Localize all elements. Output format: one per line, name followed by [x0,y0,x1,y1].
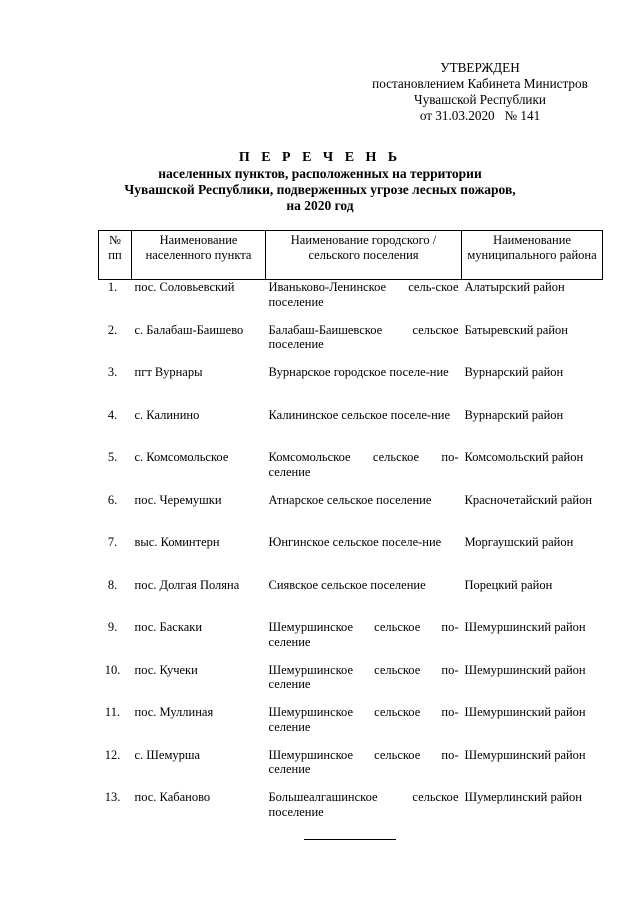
locality-cell: пос. Кучеки [134,662,198,677]
district-cell: Красночетайский район [464,492,593,507]
header-district: Наименование муниципального района [462,231,603,280]
district-cell: Шумерлинский район [464,790,582,804]
district-cell: Вурнарский район [464,407,564,422]
header-number: № пп [99,231,132,280]
settlement-cell: Атнарское сельское поселение [268,492,432,507]
locality-cell: пос. Баскаки [134,620,203,634]
locality-cell: с. Шемурша [134,747,201,762]
district-cell: Батыревский район [464,322,568,337]
closing-line [304,839,396,840]
locality-cell: с. Калинино [134,407,200,422]
locality-cell: пос. Долгая Поляна [134,577,240,592]
table-row [99,790,603,833]
district-cell: Шемуршинский район [464,705,586,719]
district-cell: Вурнарский район [464,365,564,379]
settlement-cell: Калининское сельское поселе-ние [268,407,451,422]
settlement-cell: Балабаш-Баишевское сельское поселение [268,322,459,351]
district-cell: Шемуршинский район [464,620,586,634]
table-row [99,493,603,536]
approval-title: УТВЕРЖДЕН [440,60,520,75]
document-title [110,150,530,214]
locality-cell: пос. Черемушки [134,492,222,507]
table-row [99,535,603,578]
settlement-cell: Иваньково-Ленинское сель-ское поселение [268,280,459,309]
row-number: 11. [104,705,121,719]
row-number: 12. [104,747,121,762]
row-number: 4. [107,407,118,422]
table-row [99,280,603,323]
approval-date-number: от 31.03.2020 № 141 [419,108,541,123]
title-heading: П Е Р Е Ч Е Н Ь [238,150,402,165]
row-number: 8. [107,577,118,592]
locality-cell: пгт Вурнары [134,365,203,379]
settlement-cell: Шемуршинское сельское по-селение [268,747,459,776]
table-row [99,705,603,748]
district-cell: Алатырский район [464,280,565,294]
title-line-3: на 2020 год [286,198,354,213]
settlement-cell: Шемуршинское сельское по-селение [268,620,459,649]
district-cell: Шемуршинский район [464,662,586,677]
district-cell: Комсомольский район [464,450,584,464]
locality-cell: выс. Коминтерн [134,535,220,549]
table-row [99,620,603,663]
approval-authority: постановлением Кабинета Министров [372,76,588,91]
row-number: 2. [107,322,118,337]
settlement-cell: Сиявское сельское поселение [268,577,426,592]
row-number: 6. [107,492,118,507]
row-number: 13. [104,790,121,804]
title-line-1: населенных пунктов, расположенных на территории [158,166,482,181]
locality-cell: пос. Кабаново [134,790,211,804]
row-number: 1. [107,280,118,294]
row-number: 3. [107,365,118,379]
locality-cell: пос. Муллиная [134,705,214,719]
table-row [99,323,603,366]
row-number: 7. [107,535,118,549]
settlement-cell: Комсомольское сельское по-селение [268,450,459,479]
table-header-row [99,231,603,280]
row-number: 9. [107,620,118,634]
table-row [99,748,603,791]
table-row [99,408,603,451]
district-cell: Моргаушский район [464,535,574,549]
header-settlement: Наименование городского / сельского поселения [266,231,462,280]
settlement-cell: Шемуршинское сельское по-селение [268,662,459,691]
settlement-cell: Вурнарское городское поселе-ние [268,365,449,379]
district-cell: Шемуршинский район [464,747,586,762]
row-number: 5. [107,450,118,464]
settlement-cell: Юнгинское сельское поселе-ние [268,535,442,549]
locality-cell: пос. Соловьевский [134,280,235,294]
approval-republic: Чувашской Республики [414,92,546,107]
title-line-2: Чувашской Республики, подверженных угрозе лесных пожаров, [124,182,516,197]
table-row [99,365,603,408]
settlement-cell: Шемуршинское сельское по-селение [268,705,459,734]
locality-cell: с. Комсомольское [134,450,229,464]
row-number: 10. [104,662,121,677]
district-cell: Порецкий район [464,577,553,592]
header-locality: Наименование населенного пункта [132,231,266,280]
locality-cell: с. Балабаш-Баишево [134,322,244,337]
localities-table [98,230,603,833]
approval-stamp [360,60,600,124]
table-row [99,578,603,621]
settlement-cell: Большеалгашинское сельское поселение [268,790,459,819]
table-row [99,663,603,706]
table-row [99,450,603,493]
